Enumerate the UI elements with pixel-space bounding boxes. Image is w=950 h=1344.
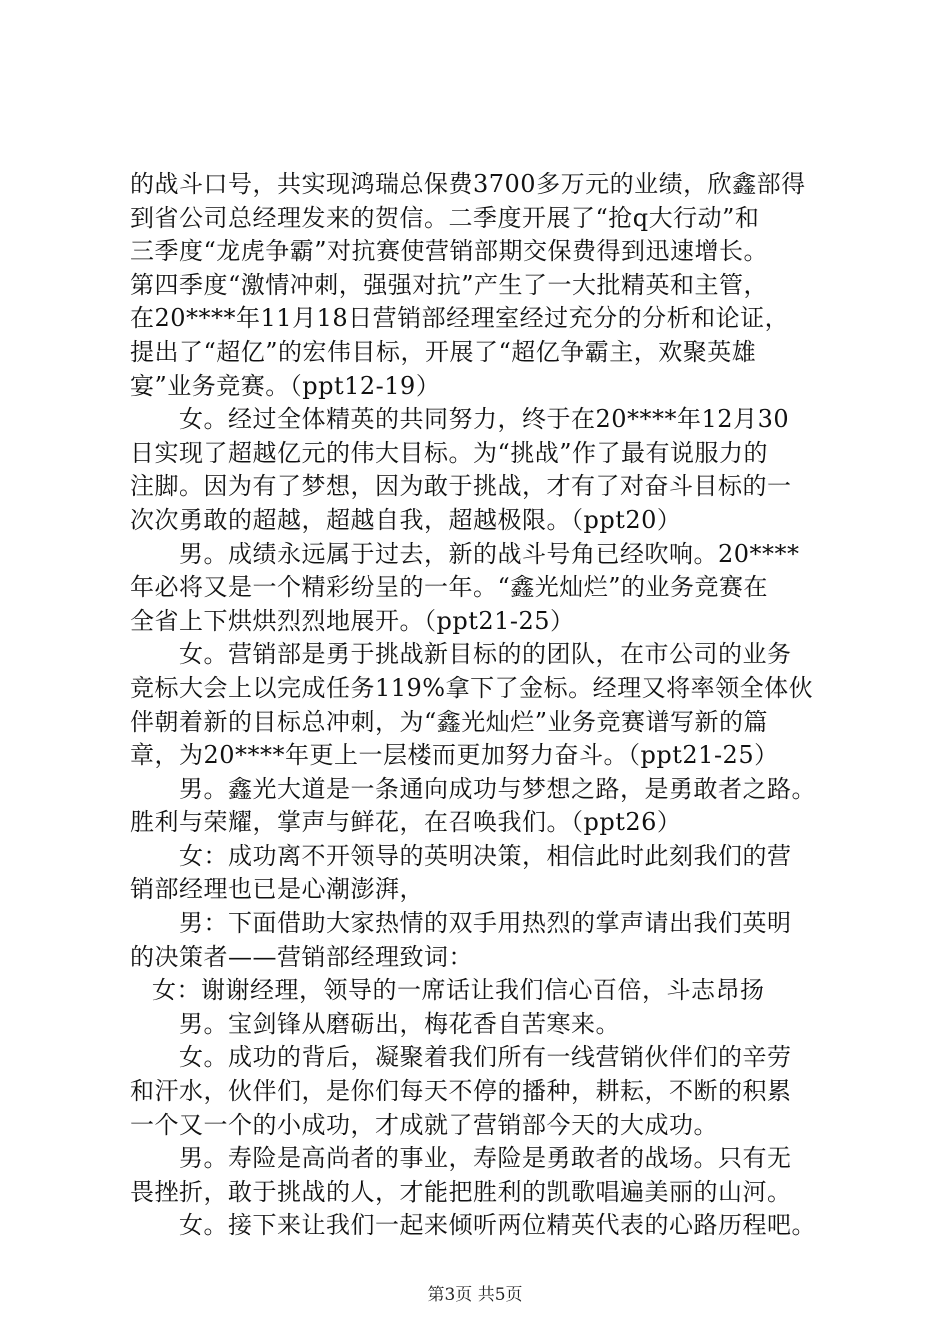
text-line: 伴朝着新的目标总冲刺，为“鑫光灿烂”业务竞赛谱写新的篇 xyxy=(130,707,769,736)
text-line: 销部经理也已是心潮澎湃， xyxy=(130,875,424,904)
text-line: 提出了“超亿”的宏伟目标，开展了“超亿争霸主，欢聚英雄 xyxy=(130,337,757,366)
text-line: 女。接下来让我们一起来倾听两位精英代表的心路历程吧。 xyxy=(179,1211,816,1240)
text-line: 女：成功离不开领导的英明决策，相信此时此刻我们的营 xyxy=(179,841,792,870)
page-number-footer: 第3页 共5页 xyxy=(427,1285,523,1305)
text-line: 男：下面借助大家热情的双手用热烈的掌声请出我们英明 xyxy=(179,909,792,938)
text-line: 一个又一个的小成功，才成就了营销部今天的大成功。 xyxy=(130,1110,718,1139)
text-line: 男。宝剑锋从磨砺出，梅花香自苦寒来。 xyxy=(179,1009,620,1038)
text-line: 女：谢谢经理，领导的一席话让我们信心百倍，斗志昂扬 xyxy=(152,976,765,1005)
text-line: 的战斗口号，共实现鸿瑞总保费3700多万元的业绩，欣鑫部得 xyxy=(130,170,806,198)
text-line: 第四季度“激情冲刺，强强对抗”产生了一大批精英和主管， xyxy=(130,270,769,299)
text-line: 注脚。因为有了梦想，因为敢于挑战，才有了对奋斗目标的一 xyxy=(130,472,792,501)
text-line: 全省上下烘烘烈烈地展开。（ppt21-25） xyxy=(130,606,575,635)
text-line: 到省公司总经理发来的贺信。二季度开展了“抢q大行动”和 xyxy=(130,203,760,232)
text-line: 畏挫折，敢于挑战的人，才能把胜利的凯歌唱遍美丽的山河。 xyxy=(130,1177,792,1206)
text-line: 年必将又是一个精彩纷呈的一年。“鑫光灿烂”的业务竞赛在 xyxy=(130,573,769,602)
document-body xyxy=(130,168,835,1243)
text-line: 次次勇敢的超越，超越自我，超越极限。（ppt20） xyxy=(130,505,682,534)
text-line: 男。鑫光大道是一条通向成功与梦想之路，是勇敢者之路。 xyxy=(179,774,816,803)
text-line: 男。寿险是高尚者的事业，寿险是勇敢者的战场。只有无 xyxy=(179,1144,792,1173)
text-line: 的决策者——营销部经理致词： xyxy=(130,942,473,971)
text-line: 在20****年11月18日营销部经理室经过充分的分析和论证， xyxy=(130,304,790,333)
text-line: 和汗水，伙伴们，是你们每天不停的播种，耕耘，不断的积累 xyxy=(130,1077,792,1106)
text-line: 男。成绩永远属于过去，新的战斗号角已经吹响。20**** xyxy=(179,539,800,568)
text-line: 女。营销部是勇于挑战新目标的的团队，在市公司的业务 xyxy=(179,640,792,669)
text-line: 三季度“龙虎争霸”对抗赛使营销部期交保费得到迅速增长。 xyxy=(130,237,769,266)
text-line: 女。成功的背后，凝聚着我们所有一线营销伙伴们的辛劳 xyxy=(179,1043,792,1072)
text-line: 章，为20****年更上一层楼而更加努力奋斗。（ppt21-25） xyxy=(130,741,779,770)
text-line: 宴”业务竞赛。（ppt12-19） xyxy=(130,371,441,400)
text-line: 竞标大会上以完成任务119%拿下了金标。经理又将率领全体伙 xyxy=(130,673,814,702)
text-line: 女。经过全体精英的共同努力，终于在20****年12月30 xyxy=(179,405,790,434)
text-line: 日实现了超越亿元的伟大目标。为“挑战”作了最有说服力的 xyxy=(130,438,769,467)
text-line: 胜利与荣耀，掌声与鲜花，在召唤我们。（ppt26） xyxy=(130,808,682,837)
